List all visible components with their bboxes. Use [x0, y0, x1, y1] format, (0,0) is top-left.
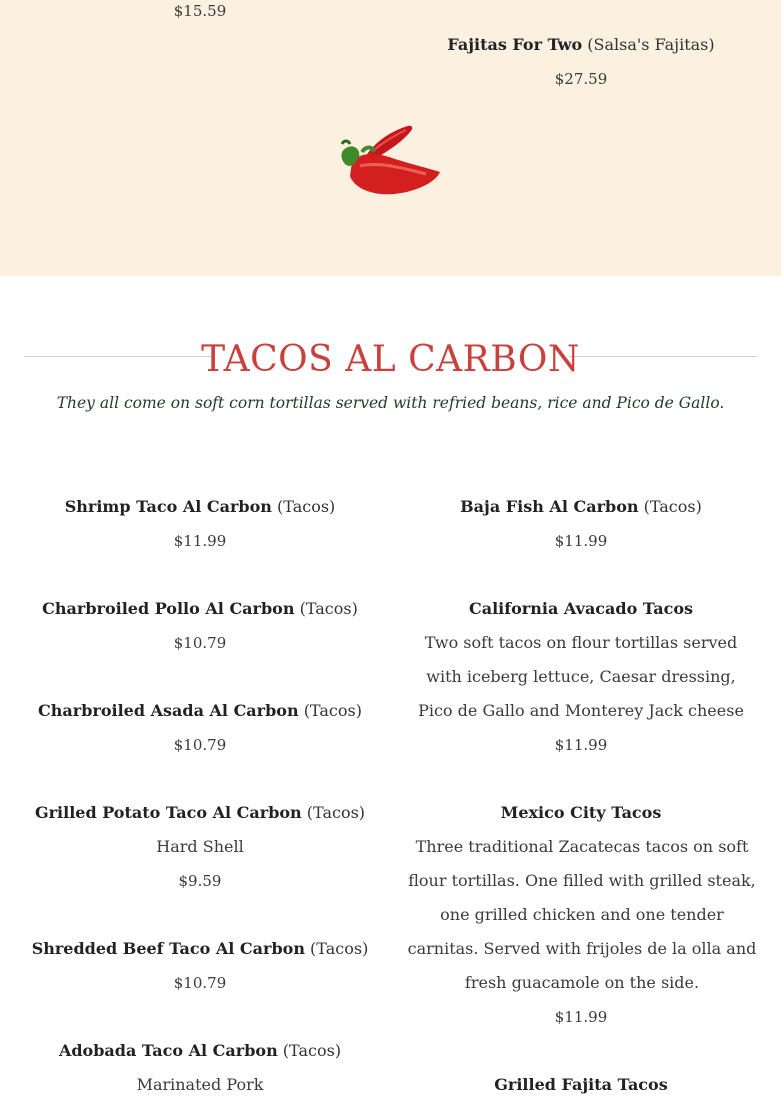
item-name: Shrimp Taco Al Carbon — [64, 497, 272, 516]
item-price: $11.99 — [554, 736, 608, 754]
item-note: Marinated Pork — [136, 1075, 264, 1094]
menu-item-adobada[interactable] — [0, 1041, 400, 1060]
section-subtitle: They all come on soft corn tortillas served with refried beans, rice and Pico de Gallo. — [56, 394, 725, 412]
item-category: (Tacos) — [303, 701, 362, 720]
item-price: $10.79 — [173, 634, 227, 652]
item-category: (Tacos) — [277, 497, 336, 516]
item-category: (Tacos) — [310, 939, 369, 958]
item-category: (Tacos) — [643, 497, 702, 516]
menu-item-grilled-fajita[interactable] — [400, 1075, 762, 1094]
menu-item-charbroiled-pollo[interactable] — [0, 599, 400, 618]
item-category: (Tacos) — [306, 803, 366, 822]
menu-item-fajitas-for-two[interactable] — [400, 35, 762, 54]
item-description: Three traditional Zacatecas tacos on soft flour tortillas. One filled with grilled steak, one grilled chicken and one tender carnitas. Served with frijoles de la olla and fresh guacamole on the side. — [407, 837, 757, 992]
item-category: (Tacos) — [282, 1041, 342, 1060]
item-description: Two soft tacos on flour tortillas served with iceberg lettuce, Caesar dressing, Pico de Gallo and Monterey Jack cheese — [418, 633, 744, 720]
chili-pepper-icon — [336, 122, 446, 200]
menu-item-california-avacado[interactable] — [400, 599, 762, 618]
item-name: Fajitas For Two — [447, 35, 583, 54]
item-name: Shredded Beef Taco Al Carbon — [31, 939, 305, 958]
item-price: $10.79 — [173, 736, 227, 754]
item-name: Mexico City Tacos — [500, 803, 662, 822]
item-name: Grilled Potato Taco Al Carbon — [34, 803, 302, 822]
menu-item-shredded-beef[interactable] — [0, 939, 400, 958]
item-price: $11.99 — [173, 532, 227, 550]
menu-item-baja-fish[interactable] — [400, 497, 762, 516]
item-price: $9.59 — [178, 872, 222, 890]
item-price: $10.79 — [173, 974, 227, 992]
previous-section — [0, 0, 781, 276]
item-name: Adobada Taco Al Carbon — [58, 1041, 278, 1060]
menu-item-grilled-potato[interactable] — [0, 803, 400, 822]
menu-item-charbroiled-asada[interactable] — [0, 701, 400, 720]
menu-item-mexico-city[interactable] — [400, 803, 762, 822]
menu-item-shrimp-taco[interactable] — [0, 497, 400, 516]
section-title: TACOS AL CARBON — [201, 339, 580, 380]
item-name: Baja Fish Al Carbon — [460, 497, 639, 516]
item-price: $11.99 — [554, 1008, 608, 1026]
item-name: Charbroiled Asada Al Carbon — [38, 701, 299, 720]
item-category: (Tacos) — [299, 599, 358, 618]
item-price: $27.59 — [554, 70, 608, 88]
item-name: Grilled Fajita Tacos — [494, 1075, 668, 1094]
item-note: Hard Shell — [156, 837, 244, 856]
item-price: $15.59 — [173, 2, 227, 20]
item-price: $11.99 — [554, 532, 608, 550]
item-name: California Avacado Tacos — [468, 599, 694, 618]
item-category: (Salsa's Fajitas) — [587, 35, 715, 54]
item-name: Charbroiled Pollo Al Carbon — [42, 599, 295, 618]
